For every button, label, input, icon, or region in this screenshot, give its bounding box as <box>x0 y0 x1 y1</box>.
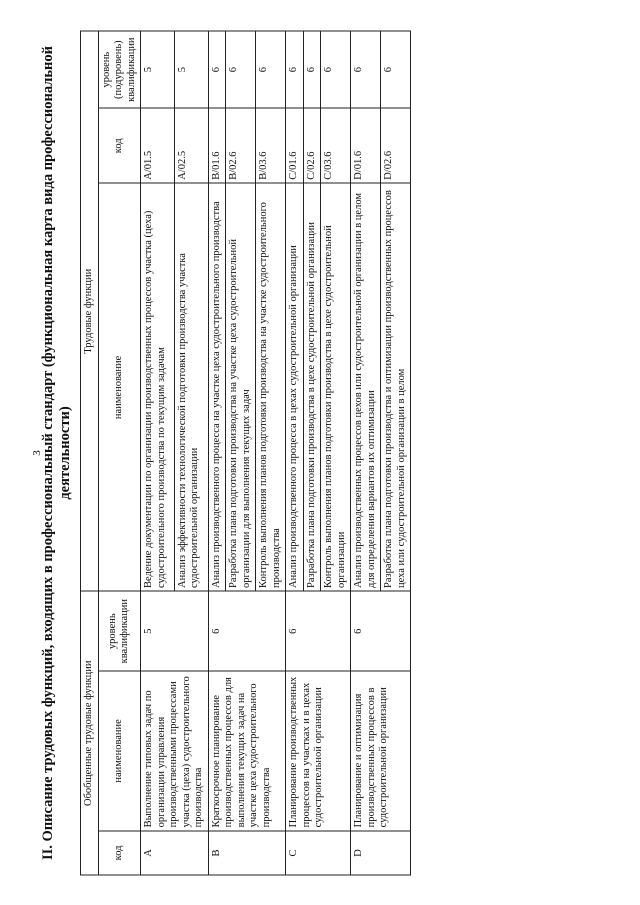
function-level-cell: 6 <box>208 31 226 108</box>
function-name-cell: Контроль выполнения планов подготовки производства на участке судостроительного производства <box>256 183 286 591</box>
generalized-functions-header: Обобщенные трудовые функции <box>81 591 99 875</box>
function-code-cell: B/02.6 <box>226 108 256 183</box>
labor-functions-header: Трудовые функции <box>81 31 99 591</box>
table-row <box>351 31 381 875</box>
group-name-cell: Планирование производственных процессов на участках и в цехах судостроительной организации <box>286 670 351 830</box>
group-name-cell: Выполнение типовых задач по организации управления производственными процессами участка (цеха) судостроительного производства <box>141 670 209 830</box>
function-level-cell: 6 <box>256 31 286 108</box>
group-level-cell: 6 <box>351 591 411 670</box>
level-header: уровень квалификации <box>98 591 141 670</box>
function-name-cell: Разработка плана подготовки производства и оптимизации производственных процессов цеха или судостроительной организации в целом <box>381 183 411 591</box>
functional-map-table <box>80 30 411 875</box>
function-level-cell: 6 <box>351 31 381 108</box>
function-code-cell: D/01.6 <box>351 108 381 183</box>
function-code-cell: A/02.5 <box>174 108 208 183</box>
function-level-cell: 6 <box>381 31 411 108</box>
function-level-cell: 6 <box>321 31 351 108</box>
group-name-cell: Планирование и оптимизация производственных процессов в судостроительной организации <box>351 670 411 830</box>
table-row <box>141 31 175 875</box>
group-level-cell: 6 <box>208 591 286 670</box>
page-number: 3 <box>30 450 43 456</box>
function-code-cell: C/03.6 <box>321 108 351 183</box>
table-row <box>208 31 226 875</box>
code-header: код <box>98 830 141 874</box>
group-code-cell: B <box>208 830 286 874</box>
function-code-cell: B/01.6 <box>208 108 226 183</box>
function-name-cell: Анализ производственного процесса в цехах судостроительной организации <box>286 183 304 591</box>
function-name-cell: Ведение документации по организации производственных процессов участка (цеха) судостроительного производства по текущим задачам <box>141 183 175 591</box>
function-name-header: наименование <box>98 183 141 591</box>
function-code-cell: C/02.6 <box>303 108 321 183</box>
function-name-cell: Анализ эффективности технологической подготовки производства участка судостроительной организации <box>174 183 208 591</box>
function-code-cell: D/02.6 <box>381 108 411 183</box>
group-level-cell: 5 <box>141 591 209 670</box>
function-level-cell: 6 <box>303 31 321 108</box>
table-body <box>141 31 411 875</box>
function-level-cell: 6 <box>286 31 304 108</box>
group-name-cell: Краткосрочное планирование производственных процессов для выполнения текущих задач на участке цеха судостроительного производства <box>208 670 286 830</box>
function-name-cell: Анализ производственного процесса на участке цеха судостроительного производства <box>208 183 226 591</box>
group-level-cell: 6 <box>286 591 351 670</box>
table-row <box>286 31 304 875</box>
function-name-cell: Контроль выполнения планов подготовки производства в цехе судостроительной организации <box>321 183 351 591</box>
function-code-cell: C/01.6 <box>286 108 304 183</box>
section-title: II. Описание трудовых функций, входящих в профессиональный стандарт (функциональная карта вида профессиональной деятельности) <box>40 45 73 860</box>
function-level-cell: 6 <box>226 31 256 108</box>
function-name-cell: Разработка плана подготовки производства в цехе судостроительной организации <box>303 183 321 591</box>
function-name-cell: Анализ производственных процессов цехов или судостроительной организации в целом для определения вариантов их оптимизации <box>351 183 381 591</box>
group-code-cell: A <box>141 830 209 874</box>
function-name-cell: Разработка плана подготовки производства на участке цеха судостроительной организации для выполнения текущих задач <box>226 183 256 591</box>
function-code-cell: A/01.5 <box>141 108 175 183</box>
function-code-header: код <box>98 108 141 183</box>
group-code-cell: C <box>286 830 351 874</box>
sublevel-header: уровень (подуровень) квалификации <box>98 31 141 108</box>
name-header: наименование <box>98 670 141 830</box>
function-level-cell: 5 <box>174 31 208 108</box>
group-code-cell: D <box>351 830 411 874</box>
rotated-page-content <box>40 30 600 875</box>
function-code-cell: B/03.6 <box>256 108 286 183</box>
function-level-cell: 5 <box>141 31 175 108</box>
